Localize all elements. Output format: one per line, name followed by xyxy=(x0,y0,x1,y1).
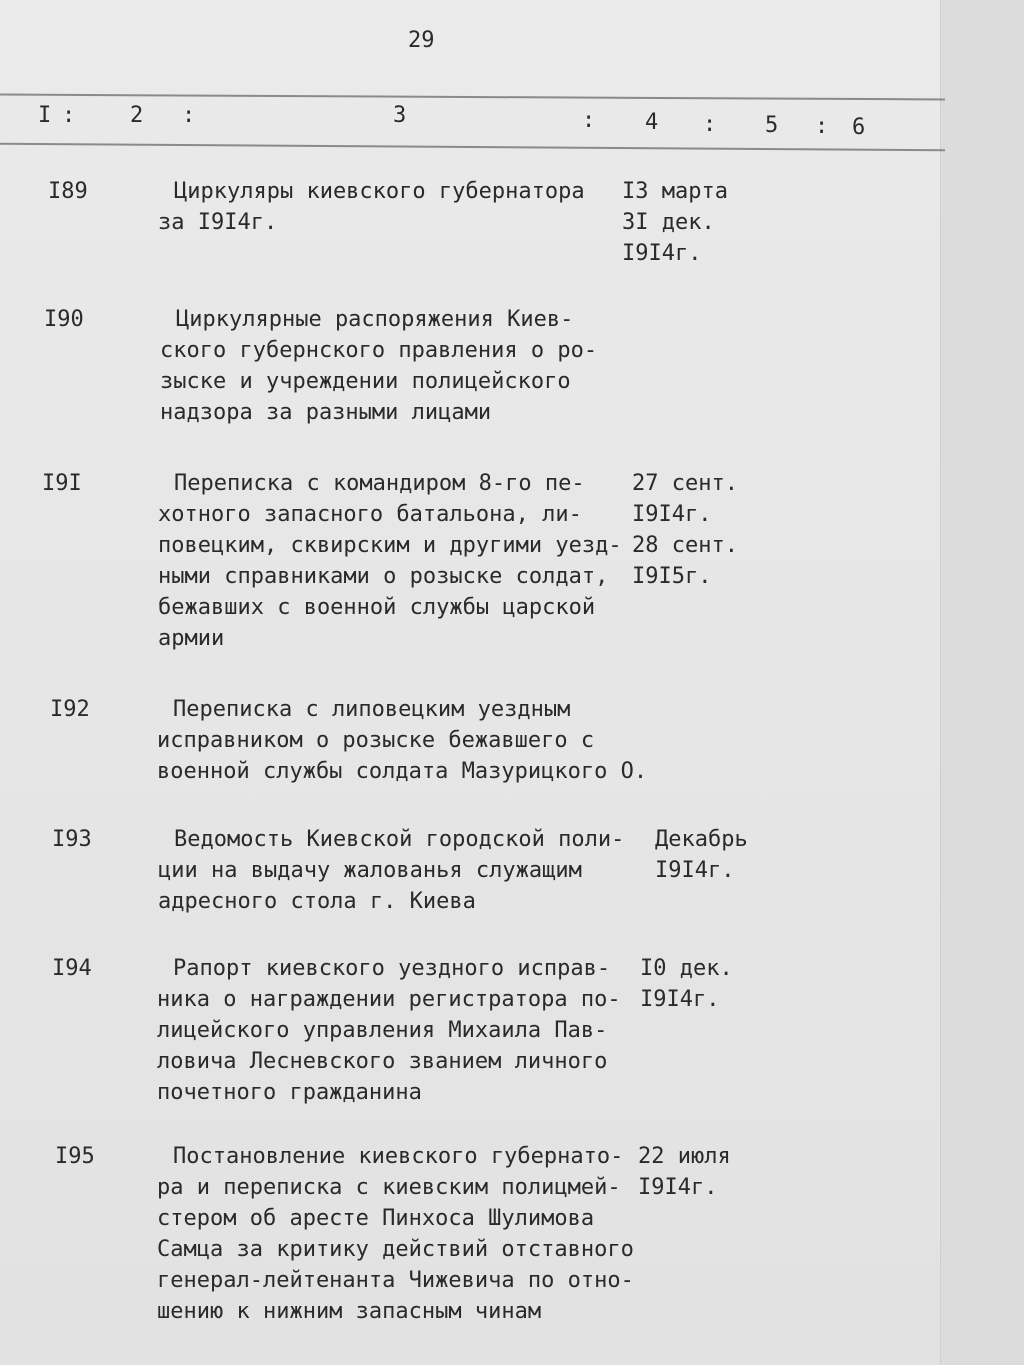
column-header: 4 xyxy=(645,110,659,135)
description-line: повецким, сквирским и другими уезд- xyxy=(158,533,622,558)
item-number: I92 xyxy=(50,697,90,722)
date-line: I9I4г. xyxy=(622,241,702,266)
item-description xyxy=(157,953,627,1108)
description-line: бежавших с военной службы царской xyxy=(158,595,596,620)
description-line: генерал-лейтенанта Чижевича по отно- xyxy=(157,1268,634,1293)
column-header: 5 xyxy=(765,113,779,138)
description-line: ными справниками о розыске солдат, xyxy=(158,564,609,589)
date-line: 27 сент. xyxy=(632,471,738,496)
column-separator: : xyxy=(703,112,717,137)
page-number: 29 xyxy=(408,28,435,53)
date-line: Декабрь xyxy=(655,827,748,852)
description-line: почетного гражданина xyxy=(157,1080,422,1105)
description-line: адресного стола г. Киева xyxy=(158,889,476,914)
description-line: исправником о розыске бежавшего с xyxy=(157,728,595,753)
item-number: I9I xyxy=(42,471,82,496)
column-header: 3 xyxy=(393,103,407,128)
description-line: стером об аресте Пинхоса Шулимова xyxy=(157,1206,595,1231)
item-description xyxy=(158,824,628,917)
description-line: за I9I4г. xyxy=(158,210,278,235)
date-line: I9I4г. xyxy=(640,987,720,1012)
date-line: 3I дек. xyxy=(622,210,715,235)
description-line: зыске и учреждении полицейского xyxy=(160,369,571,394)
description-line: Переписка с командиром 8-го пе- xyxy=(174,471,585,496)
column-separator: : xyxy=(582,108,596,133)
description-line: лицейского управления Михаила Пав- xyxy=(157,1018,608,1043)
column-header: 6 xyxy=(852,115,866,140)
description-line: ра и переписка с киевским полицмей- xyxy=(157,1175,621,1200)
column-separator: : xyxy=(62,103,76,128)
description-line: ского губернского правления о ро- xyxy=(160,338,598,363)
item-number: I93 xyxy=(52,827,92,852)
description-line: Циркуляры киевского губернатора xyxy=(174,179,585,204)
description-line: ника о награждении регистратора по- xyxy=(157,987,621,1012)
date-line: I3 марта xyxy=(622,179,728,204)
date-line: 22 июля xyxy=(638,1144,731,1169)
item-description xyxy=(160,304,630,428)
item-number: I94 xyxy=(52,956,92,981)
item-number: I95 xyxy=(55,1144,95,1169)
description-line: Самца за критику действий отставного xyxy=(157,1237,634,1262)
date-line: I9I4г. xyxy=(655,858,735,883)
column-header: 2 xyxy=(130,103,144,128)
underlying-page-edge xyxy=(940,0,1024,1365)
description-line: Циркулярные распоряжения Киев- xyxy=(176,307,574,332)
description-line: Переписка с липовецким уездным xyxy=(173,697,571,722)
description-line: Рапорт киевского уездного исправ- xyxy=(173,956,611,981)
description-line: военной службы солдата Мазурицкого О. xyxy=(157,759,648,784)
description-line: ловича Лесневского званием личного xyxy=(157,1049,608,1074)
description-line: армии xyxy=(158,626,225,651)
item-description xyxy=(158,468,628,654)
item-dates xyxy=(638,1141,731,1203)
item-dates xyxy=(622,176,728,269)
description-line: хотного запасного батальона, ли- xyxy=(158,502,582,527)
column-separator: : xyxy=(182,103,196,128)
date-line: I9I4г. xyxy=(632,502,712,527)
description-line: надзора за разными лицами xyxy=(160,400,492,425)
item-number: I89 xyxy=(48,179,88,204)
date-line: 28 сент. xyxy=(632,533,738,558)
item-description xyxy=(157,694,648,787)
item-dates xyxy=(655,824,748,886)
date-line: I9I5г. xyxy=(632,564,712,589)
description-line: шению к нижним запасным чинам xyxy=(157,1299,542,1324)
column-header: I xyxy=(38,103,52,128)
date-line: I0 дек. xyxy=(640,956,733,981)
item-dates xyxy=(640,953,733,1015)
item-description xyxy=(158,176,628,238)
column-separator: : xyxy=(815,114,829,139)
item-description xyxy=(157,1141,634,1327)
item-dates xyxy=(632,468,738,592)
item-number: I90 xyxy=(44,307,84,332)
description-line: ции на выдачу жалованья служащим xyxy=(158,858,582,883)
date-line: I9I4г. xyxy=(638,1175,718,1200)
description-line: Постановление киевского губернато- xyxy=(173,1144,624,1169)
description-line: Ведомость Киевской городской поли- xyxy=(174,827,625,852)
